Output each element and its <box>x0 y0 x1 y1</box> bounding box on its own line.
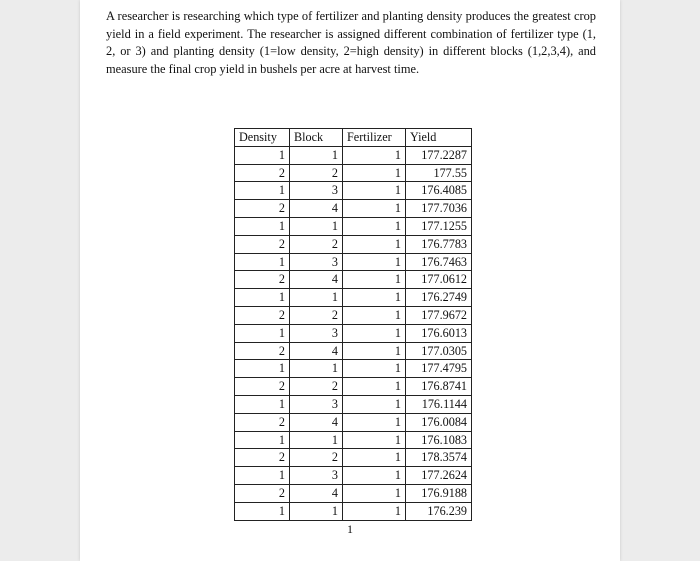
data-table-container <box>234 128 472 521</box>
cell-yield: 176.4085 <box>406 182 472 200</box>
table-row <box>235 306 472 324</box>
cell-density: 1 <box>235 467 290 485</box>
cell-block: 2 <box>290 235 343 253</box>
cell-yield: 176.239 <box>406 502 472 520</box>
table-row <box>235 502 472 520</box>
cell-density: 2 <box>235 342 290 360</box>
cell-fertilizer: 1 <box>343 378 406 396</box>
header-fertilizer: Fertilizer <box>343 129 406 147</box>
cell-block: 3 <box>290 395 343 413</box>
cell-yield: 177.2624 <box>406 467 472 485</box>
cell-density: 1 <box>235 217 290 235</box>
cell-block: 1 <box>290 431 343 449</box>
cell-yield: 177.7036 <box>406 200 472 218</box>
cell-yield: 177.0612 <box>406 271 472 289</box>
cell-yield: 176.7463 <box>406 253 472 271</box>
table-row <box>235 378 472 396</box>
cell-fertilizer: 1 <box>343 360 406 378</box>
table-row <box>235 146 472 164</box>
cell-block: 3 <box>290 467 343 485</box>
intro-paragraph: A researcher is researching which type of fertilizer and planting density produces the greatest crop yield in a field experiment. The researcher is assigned different combination of fertilizer type (1, 2, or 3) and planting density (1=low density, 2=high density) in different blocks (1,2,3,4), and measure the final crop yield in bushels per acre at harvest time. <box>106 9 596 76</box>
cell-density: 2 <box>235 378 290 396</box>
cell-fertilizer: 1 <box>343 289 406 307</box>
cell-yield: 176.8741 <box>406 378 472 396</box>
cell-block: 4 <box>290 342 343 360</box>
table-row <box>235 324 472 342</box>
cell-density: 2 <box>235 484 290 502</box>
table-row <box>235 182 472 200</box>
cell-density: 1 <box>235 182 290 200</box>
cell-density: 1 <box>235 431 290 449</box>
cell-block: 1 <box>290 289 343 307</box>
table-row <box>235 217 472 235</box>
cell-block: 1 <box>290 146 343 164</box>
cell-block: 4 <box>290 484 343 502</box>
cell-yield: 176.0084 <box>406 413 472 431</box>
table-row <box>235 484 472 502</box>
cell-block: 4 <box>290 271 343 289</box>
cell-density: 1 <box>235 289 290 307</box>
cell-density: 2 <box>235 449 290 467</box>
cell-fertilizer: 1 <box>343 271 406 289</box>
cell-fertilizer: 1 <box>343 502 406 520</box>
cell-fertilizer: 1 <box>343 217 406 235</box>
cell-fertilizer: 1 <box>343 449 406 467</box>
cell-density: 2 <box>235 413 290 431</box>
table-body <box>235 146 472 520</box>
cell-fertilizer: 1 <box>343 484 406 502</box>
cell-fertilizer: 1 <box>343 253 406 271</box>
cell-yield: 177.55 <box>406 164 472 182</box>
cell-fertilizer: 1 <box>343 395 406 413</box>
page-number: 1 <box>347 522 353 536</box>
cell-density: 2 <box>235 306 290 324</box>
table-row <box>235 431 472 449</box>
data-table <box>234 128 472 521</box>
cell-yield: 177.2287 <box>406 146 472 164</box>
table-row <box>235 413 472 431</box>
table-row <box>235 253 472 271</box>
header-density: Density <box>235 129 290 147</box>
table-row <box>235 235 472 253</box>
cell-fertilizer: 1 <box>343 182 406 200</box>
table-row <box>235 449 472 467</box>
cell-yield: 176.7783 <box>406 235 472 253</box>
cell-density: 1 <box>235 395 290 413</box>
cell-yield: 176.1144 <box>406 395 472 413</box>
cell-yield: 178.3574 <box>406 449 472 467</box>
cell-density: 2 <box>235 200 290 218</box>
document-page <box>80 0 620 561</box>
table-row <box>235 395 472 413</box>
table-row <box>235 200 472 218</box>
cell-yield: 176.1083 <box>406 431 472 449</box>
cell-block: 1 <box>290 217 343 235</box>
cell-fertilizer: 1 <box>343 306 406 324</box>
cell-yield: 177.9672 <box>406 306 472 324</box>
table-row <box>235 271 472 289</box>
cell-yield: 177.1255 <box>406 217 472 235</box>
cell-density: 1 <box>235 253 290 271</box>
cell-block: 2 <box>290 449 343 467</box>
table-row <box>235 164 472 182</box>
cell-density: 2 <box>235 271 290 289</box>
cell-fertilizer: 1 <box>343 413 406 431</box>
cell-density: 1 <box>235 324 290 342</box>
cell-fertilizer: 1 <box>343 146 406 164</box>
cell-fertilizer: 1 <box>343 235 406 253</box>
cell-fertilizer: 1 <box>343 342 406 360</box>
cell-fertilizer: 1 <box>343 467 406 485</box>
table-header-row <box>235 129 472 147</box>
cell-yield: 177.0305 <box>406 342 472 360</box>
cell-fertilizer: 1 <box>343 164 406 182</box>
cell-yield: 176.6013 <box>406 324 472 342</box>
table-row <box>235 360 472 378</box>
cell-block: 2 <box>290 164 343 182</box>
cell-block: 4 <box>290 413 343 431</box>
cell-density: 1 <box>235 146 290 164</box>
cell-fertilizer: 1 <box>343 324 406 342</box>
cell-block: 1 <box>290 502 343 520</box>
table-row <box>235 467 472 485</box>
cell-block: 3 <box>290 253 343 271</box>
cell-block: 1 <box>290 360 343 378</box>
cell-density: 2 <box>235 235 290 253</box>
cell-density: 2 <box>235 164 290 182</box>
cell-yield: 176.9188 <box>406 484 472 502</box>
cell-yield: 177.4795 <box>406 360 472 378</box>
cell-fertilizer: 1 <box>343 431 406 449</box>
cell-block: 3 <box>290 324 343 342</box>
table-row <box>235 342 472 360</box>
header-block: Block <box>290 129 343 147</box>
cell-block: 2 <box>290 306 343 324</box>
cell-yield: 176.2749 <box>406 289 472 307</box>
cell-block: 4 <box>290 200 343 218</box>
cell-fertilizer: 1 <box>343 200 406 218</box>
cell-block: 3 <box>290 182 343 200</box>
header-yield: Yield <box>406 129 472 147</box>
cell-block: 2 <box>290 378 343 396</box>
cell-density: 1 <box>235 502 290 520</box>
table-row <box>235 289 472 307</box>
cell-density: 1 <box>235 360 290 378</box>
